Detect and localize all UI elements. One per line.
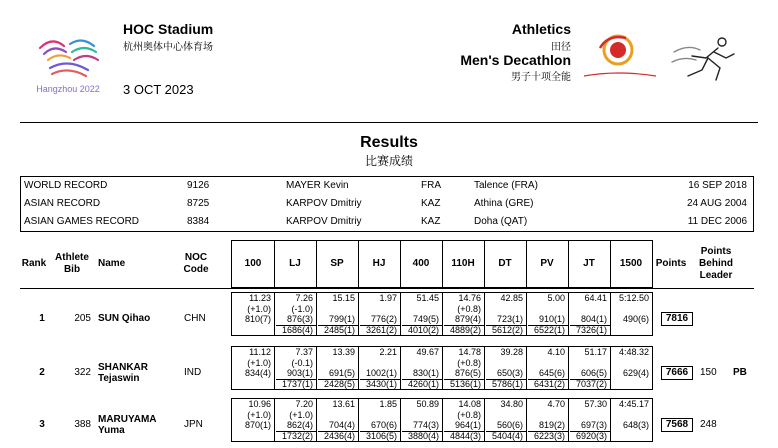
record-venue: Doha (QAT) (474, 216, 528, 227)
performance-wind: (+0.8) (457, 304, 481, 314)
record-venue: Talence (FRA) (474, 180, 538, 191)
performance-points: 819(2) (538, 420, 565, 430)
cumulative-points (570, 379, 610, 389)
athlete-name (98, 362, 148, 384)
performance-cell (400, 399, 442, 441)
cumulative-points (528, 325, 568, 335)
performance-mark: 51.17 (584, 347, 607, 357)
venue-title: HOC Stadium (123, 21, 214, 37)
cumulative-points (444, 325, 484, 335)
col-bib-line1: Athlete (55, 252, 89, 263)
performance-cell (568, 293, 610, 335)
cumulative-points (486, 431, 526, 441)
performance-points: 645(6) (538, 368, 565, 378)
athlete-total-points: 7568 (661, 418, 693, 432)
cumulative-points-value: 2485(1) (323, 325, 355, 335)
event-subtitle-zh: 男子十项全能 (511, 72, 571, 83)
performance-cell (568, 399, 610, 441)
performance-cell (358, 347, 400, 389)
cumulative-points-value: 5404(4) (491, 431, 523, 441)
athlete-rank: 1 (39, 313, 45, 324)
col-behind-line3: Leader (699, 270, 733, 281)
performance-cell (232, 399, 274, 441)
performance-cell (610, 293, 652, 335)
records-table (20, 176, 754, 232)
performance-mark: 4.70 (547, 399, 565, 409)
cumulative-points-value: 2428(5) (323, 379, 355, 389)
athlete-name (98, 313, 150, 324)
cumulative-points (276, 325, 316, 335)
performance-cell (484, 293, 526, 335)
performance-mark: 34.80 (500, 399, 523, 409)
performance-points: 830(1) (412, 368, 439, 378)
cumulative-points-value: 7037(2) (575, 379, 607, 389)
record-date: 11 DEC 2006 (687, 216, 747, 227)
hangzhou-games-logo (30, 30, 106, 96)
performance-mark: 5:12.50 (618, 293, 649, 303)
performance-mark: 5.00 (547, 293, 565, 303)
athlete-bib: 388 (74, 419, 91, 430)
performance-mark: 2.21 (379, 347, 397, 357)
performance-points: 691(5) (328, 368, 355, 378)
performance-mark: 4:48.32 (618, 347, 649, 357)
performance-points: 650(3) (496, 368, 523, 378)
cumulative-points-value: 3261(2) (365, 325, 397, 335)
performance-points: 964(1) (454, 420, 481, 430)
results-subtitle-zh: 比赛成绩 (364, 154, 413, 168)
performance-cell (274, 293, 316, 335)
performance-points: 670(6) (370, 420, 397, 430)
performance-points: 876(3) (286, 314, 313, 324)
athlete-noc: IND (184, 367, 202, 378)
athlete-performance-grid (231, 292, 653, 336)
cumulative-points-value: 5612(2) (491, 325, 523, 335)
cumulative-points (444, 379, 484, 389)
performance-mark: 15.15 (332, 293, 355, 303)
performance-points: 903(1) (286, 368, 313, 378)
performance-mark: 13.61 (332, 399, 355, 409)
col-noc-line2: Code (183, 264, 209, 275)
record-row (21, 213, 753, 231)
cumulative-points-value: 6431(2) (533, 379, 565, 389)
performance-mark: 4.10 (547, 347, 565, 357)
record-label: WORLD RECORD (24, 180, 108, 191)
col-event-110h: 110H (451, 258, 475, 269)
col-event-400: 400 (412, 258, 430, 269)
performance-points: 648(3) (622, 420, 649, 430)
col-event-100: 100 (244, 258, 262, 269)
cumulative-points-value: 4844(3) (449, 431, 481, 441)
performance-wind: (+1.0) (289, 410, 313, 420)
performance-mark: 39.28 (500, 347, 523, 357)
performance-mark: 50.89 (416, 399, 439, 409)
performance-wind: (+0.8) (457, 358, 481, 368)
performance-mark: 64.41 (584, 293, 607, 303)
col-event-jt: JT (583, 258, 595, 269)
performance-wind: (+1.0) (247, 358, 271, 368)
athlete-performance-grid (231, 398, 653, 442)
athletics-pictogram (668, 34, 744, 82)
cumulative-points (318, 431, 358, 441)
cumulative-points-value: 6522(1) (533, 325, 565, 335)
performance-mark: 14.08 (458, 399, 481, 409)
performance-cell (274, 399, 316, 441)
performance-points: 810(7) (244, 314, 271, 324)
event-date: 3 OCT 2023 (123, 82, 194, 97)
performance-mark: 11.12 (249, 347, 271, 357)
performance-points: 804(1) (580, 314, 607, 324)
performance-mark: 14.76 (458, 293, 481, 303)
performance-cell (526, 293, 568, 335)
performance-cell (442, 347, 484, 389)
cumulative-points (570, 325, 610, 335)
col-points: Points (655, 258, 687, 269)
col-event-hj: HJ (372, 258, 386, 269)
sport-subtitle-zh: 田径 (551, 42, 571, 53)
record-score: 8725 (187, 198, 210, 209)
record-date: 16 SEP 2018 (688, 180, 747, 191)
cumulative-points-value: 1737(1) (281, 379, 313, 389)
sport-title: Athletics (511, 21, 571, 37)
performance-wind: (+1.0) (247, 304, 271, 314)
athlete-rank: 3 (39, 419, 45, 430)
col-event-1500: 1500 (619, 258, 643, 269)
cumulative-points-value: 1732(2) (281, 431, 313, 441)
performance-cell (568, 347, 610, 389)
cumulative-points (528, 379, 568, 389)
header-divider (20, 122, 758, 123)
performance-points: 723(1) (496, 314, 523, 324)
cumulative-points (402, 431, 442, 441)
record-athlete: KARPOV Dmitriy (286, 198, 362, 209)
record-label: ASIAN GAMES RECORD (24, 216, 140, 227)
event-title: Men's Decathlon (460, 52, 571, 68)
performance-cell (526, 347, 568, 389)
performance-mark: 13.39 (332, 347, 355, 357)
performance-cell (610, 347, 652, 389)
record-note-badge: PB (733, 367, 747, 378)
performance-points: 697(3) (580, 420, 607, 430)
cumulative-points-value: 6223(3) (533, 431, 565, 441)
cumulative-points-value: 3106(5) (365, 431, 397, 441)
cumulative-points (486, 379, 526, 389)
col-noc-line1: NOC (184, 252, 208, 263)
performance-points: 862(4) (286, 420, 313, 430)
performance-points: 776(2) (370, 314, 397, 324)
cumulative-points-value: 7326(1) (575, 325, 607, 335)
performance-points: 910(1) (538, 314, 565, 324)
cumulative-points (402, 325, 442, 335)
points-behind-leader: 150 (700, 367, 717, 378)
oca-logo (578, 30, 660, 84)
performance-wind: (+1.0) (247, 410, 271, 420)
performance-cell (400, 293, 442, 335)
athlete-bib: 322 (74, 367, 91, 378)
record-noc: KAZ (421, 216, 441, 227)
record-athlete: MAYER Kevin (286, 180, 349, 191)
col-event-sp: SP (330, 258, 344, 269)
athlete-name-line: SUN Qihao (98, 313, 151, 324)
col-behind-line2: Behind (699, 258, 733, 269)
performance-mark: 49.67 (416, 347, 439, 357)
athlete-name (98, 414, 157, 436)
athlete-rank: 2 (39, 367, 45, 378)
record-noc: KAZ (421, 198, 441, 209)
cumulative-points (318, 325, 358, 335)
cumulative-points-value: 5786(1) (491, 379, 523, 389)
performance-wind: (-1.0) (291, 304, 313, 314)
results-title: Results (360, 134, 418, 151)
performance-points: 799(1) (328, 314, 355, 324)
col-bib (50, 240, 94, 288)
athlete-total-points: 7816 (661, 312, 693, 326)
performance-cell (232, 293, 274, 335)
performance-cell (400, 347, 442, 389)
col-name: Name (98, 258, 126, 269)
performance-wind: (+0.8) (457, 410, 481, 420)
athlete-noc: JPN (184, 419, 203, 430)
athlete-bib: 205 (74, 313, 91, 324)
athlete-noc: CHN (184, 313, 206, 324)
cumulative-points (360, 325, 400, 335)
col-event-lj: LJ (289, 258, 301, 269)
performance-cell (274, 347, 316, 389)
col-noc (176, 240, 216, 288)
cumulative-points (528, 431, 568, 441)
record-athlete: KARPOV Dmitriy (286, 216, 362, 227)
cumulative-points (402, 379, 442, 389)
cumulative-points (360, 431, 400, 441)
performance-points: 490(6) (622, 314, 649, 324)
cumulative-points-value: 4260(1) (407, 379, 439, 389)
cumulative-points (570, 431, 610, 441)
performance-mark: 11.23 (249, 293, 271, 303)
cumulative-points-value: 2436(4) (323, 431, 355, 441)
cumulative-points (276, 379, 316, 389)
athlete-total-points: 7666 (661, 366, 693, 380)
performance-points: 560(6) (496, 420, 523, 430)
cumulative-points-value: 6920(3) (575, 431, 607, 441)
performance-mark: 10.96 (248, 399, 271, 409)
performance-points: 870(1) (244, 420, 271, 430)
performance-points: 704(4) (328, 420, 355, 430)
performance-mark: 7.26 (295, 293, 313, 303)
performance-cell (316, 293, 358, 335)
performance-cell (484, 347, 526, 389)
cumulative-points (360, 379, 400, 389)
col-bib-line2: Bib (63, 264, 81, 275)
performance-wind: (-0.1) (291, 358, 313, 368)
cumulative-points (444, 431, 484, 441)
performance-mark: 7.37 (295, 347, 313, 357)
athlete-performance-grid (231, 346, 653, 390)
record-score: 8384 (187, 216, 210, 227)
record-row (21, 177, 753, 195)
performance-mark: 1.85 (379, 399, 397, 409)
performance-cell (316, 399, 358, 441)
venue-subtitle-zh: 杭州奥体中心体育场 (123, 42, 213, 53)
cumulative-points-value: 3880(4) (407, 431, 439, 441)
points-behind-leader: 248 (700, 419, 717, 430)
performance-points: 879(4) (454, 314, 481, 324)
cumulative-points-value: 3430(1) (365, 379, 397, 389)
record-noc: FRA (421, 180, 441, 191)
performance-mark: 42.85 (500, 293, 523, 303)
record-score: 9126 (187, 180, 210, 191)
svg-text:Hangzhou 2022: Hangzhou 2022 (36, 84, 100, 94)
performance-points: 834(4) (244, 368, 271, 378)
performance-cell (526, 399, 568, 441)
header-row-divider (20, 288, 754, 289)
performance-mark: 57.30 (584, 399, 607, 409)
performance-mark: 14.78 (458, 347, 481, 357)
cumulative-points-value: 4010(2) (407, 325, 439, 335)
col-rank: Rank (21, 258, 47, 269)
performance-mark: 51.45 (416, 293, 439, 303)
performance-cell (358, 293, 400, 335)
cumulative-points-value: 4889(2) (449, 325, 481, 335)
performance-cell (610, 399, 652, 441)
col-event-dt: DT (498, 258, 512, 269)
athlete-name-line: Tejaswin (98, 373, 140, 384)
cumulative-points-value: 5136(1) (449, 379, 481, 389)
col-behind (692, 240, 740, 288)
performance-cell (442, 293, 484, 335)
cumulative-points (486, 325, 526, 335)
record-label: ASIAN RECORD (24, 198, 101, 209)
performance-cell (316, 347, 358, 389)
col-behind-line1: Points (700, 246, 732, 257)
performance-points: 876(5) (454, 368, 481, 378)
athlete-name-line: MARUYAMA (98, 414, 157, 425)
performance-points: 749(5) (412, 314, 439, 324)
events-header (231, 240, 653, 288)
col-event-pv: PV (540, 258, 554, 269)
performance-mark: 1.97 (379, 293, 397, 303)
record-venue: Athina (GRE) (474, 198, 534, 209)
performance-points: 629(4) (622, 368, 649, 378)
record-row (21, 195, 753, 213)
performance-cell (358, 399, 400, 441)
cumulative-points-value: 1686(4) (281, 325, 313, 335)
performance-mark: 4:45.17 (618, 399, 649, 409)
athlete-name-line: SHANKAR (98, 362, 148, 373)
cumulative-points (318, 379, 358, 389)
record-date: 24 AUG 2004 (686, 198, 747, 209)
performance-cell (442, 399, 484, 441)
performance-cell (232, 347, 274, 389)
performance-points: 774(3) (412, 420, 439, 430)
cumulative-points (276, 431, 316, 441)
performance-points: 606(5) (580, 368, 607, 378)
athlete-name-line: Yuma (98, 425, 125, 436)
performance-cell (484, 399, 526, 441)
performance-mark: 7.20 (295, 399, 313, 409)
performance-points: 1002(1) (365, 368, 397, 378)
